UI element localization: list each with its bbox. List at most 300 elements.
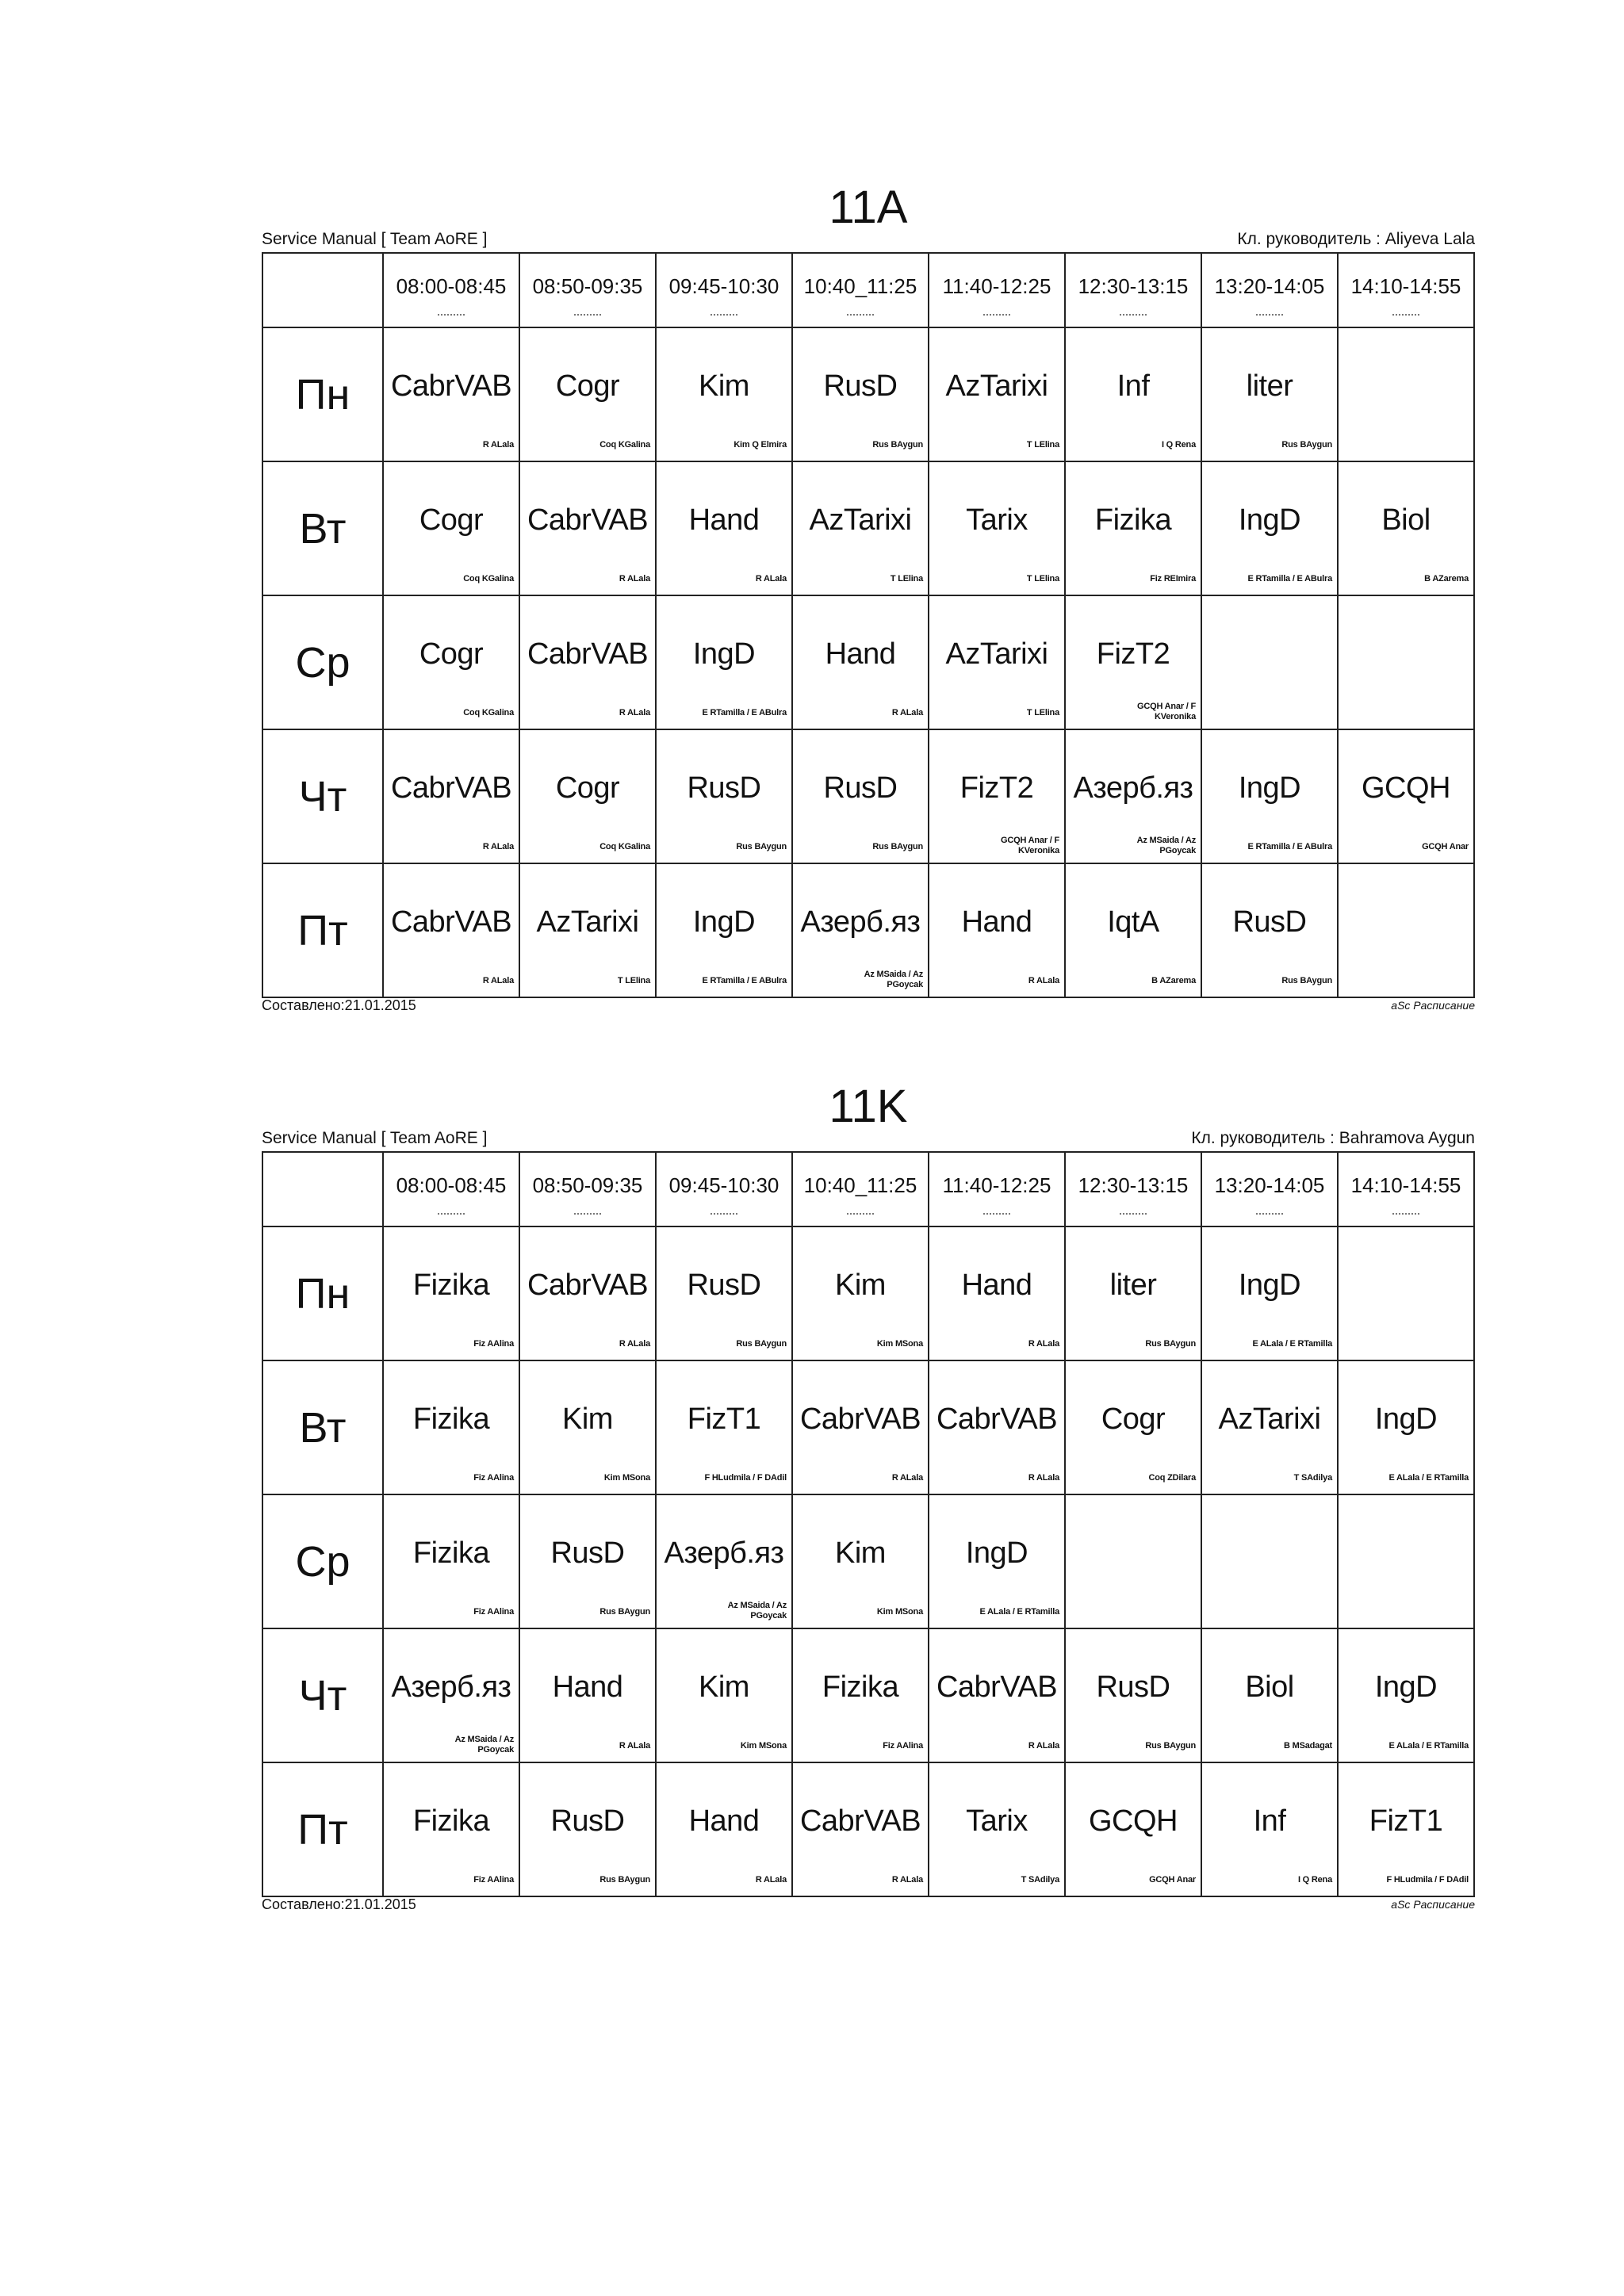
lesson-teacher: T LElina [1026,574,1059,584]
period-header [1201,1152,1338,1226]
lesson-subject: AzTarixi [945,637,1048,671]
lesson-subject: IngD [1238,1269,1301,1302]
period-header [929,1152,1065,1226]
lesson-teacher: Rus BAygun [872,842,923,851]
period-time: 08:00-08:45 [396,1173,507,1197]
lesson-cell [1338,729,1474,863]
lesson-cell [1065,461,1201,595]
period-header [792,1152,929,1226]
lesson-cell [1201,1762,1338,1896]
lesson-subject: AzTarixi [809,503,912,537]
lesson-subject: RusD [1232,905,1307,939]
day-label: Ср [262,1494,383,1628]
lesson-cell [519,461,656,595]
lesson-teacher: E RTamilla / E ABulra [702,976,787,985]
lesson-subject: CabrVAB [936,1670,1058,1704]
lesson-teacher: Fiz AAlina [473,1339,514,1349]
lesson-cell [1201,1494,1338,1628]
day-row [262,461,1474,595]
lesson-teacher: Az MSaida / Az PGoycak [727,1601,787,1621]
lesson-teacher: Kim MSona [876,1607,923,1617]
lesson-cell [792,461,929,595]
lesson-teacher: B AZarema [1424,574,1469,584]
day-row [262,1762,1474,1896]
day-row [262,327,1474,461]
lesson-cell [519,863,656,997]
lesson-teacher: R ALala [755,1875,787,1885]
day-row [262,595,1474,729]
lesson-teacher: Rus BAygun [599,1607,650,1617]
schedule-title: 11K [829,1081,908,1132]
lesson-cell [383,729,519,863]
lesson-subject: FizT1 [687,1402,761,1436]
header-left-text: Service Manual [ Team AoRE ] [262,1129,488,1147]
lesson-cell [383,1494,519,1628]
lesson-teacher: R ALala [482,842,514,851]
lesson-teacher: GCQH Anar [1149,1875,1196,1885]
lesson-subject: FizT2 [959,771,1034,805]
lesson-teacher: E RTamilla / E ABulra [1247,842,1332,851]
lesson-subject: AzTarixi [945,369,1048,403]
lesson-teacher: Rus BAygun [736,842,787,851]
lesson-cell [383,461,519,595]
lesson-subject: CabrVAB [527,637,649,671]
timetable-grid [262,1151,1475,1897]
period-header [792,253,929,327]
lesson-teacher: R ALala [1028,1741,1059,1751]
lesson-subject: Fizika [412,1269,490,1302]
period-time: 13:20-14:05 [1214,1173,1325,1197]
period-marker [710,314,737,316]
day-row [262,1226,1474,1360]
lesson-subject: Tarix [966,503,1028,537]
lesson-teacher: B AZarema [1151,976,1196,985]
corner-cell [262,253,383,327]
lesson-teacher: Rus BAygun [1281,976,1332,985]
lesson-teacher: Fiz REImira [1150,574,1196,584]
lesson-teacher: Coq KGalina [599,440,650,450]
lesson-subject: AzTarixi [1218,1402,1321,1436]
lesson-subject: Inf [1253,1804,1286,1838]
lesson-subject: CabrVAB [527,1269,649,1302]
lesson-subject: CabrVAB [527,503,649,537]
lesson-subject: GCQH [1362,771,1450,805]
lesson-cell [792,1226,929,1360]
period-time: 08:00-08:45 [396,274,507,298]
lesson-subject: IngD [692,637,756,671]
lesson-subject: RusD [823,369,898,403]
day-label: Пн [262,327,383,461]
lesson-cell [1338,1226,1474,1360]
lesson-subject: Азерб.яз [800,905,921,939]
generator-text: aSc Расписание [1391,999,1475,1012]
lesson-subject: Kim [699,1670,749,1704]
lesson-cell [519,1226,656,1360]
lesson-cell [792,1628,929,1762]
lesson-subject: RusD [550,1536,625,1570]
lesson-subject: RusD [1096,1670,1170,1704]
lesson-subject: CabrVAB [390,369,512,403]
lesson-cell [1065,1762,1201,1896]
lesson-subject: IngD [965,1536,1028,1570]
lesson-cell [929,461,1065,595]
lesson-subject: RusD [687,771,761,805]
lesson-cell [656,1226,792,1360]
lesson-teacher: Coq ZDilara [1148,1473,1196,1483]
lesson-teacher: Rus BAygun [1145,1741,1196,1751]
lesson-subject: Fizika [822,1670,899,1704]
lesson-cell [519,1628,656,1762]
period-marker [438,1213,465,1215]
lesson-subject: IqtA [1107,905,1159,939]
lesson-teacher: T LElina [1026,440,1059,450]
day-label: Ср [262,595,383,729]
lesson-cell [1201,461,1338,595]
corner-cell [262,1152,383,1226]
lesson-subject: RusD [823,771,898,805]
lesson-subject: Азерб.яз [391,1670,511,1704]
lesson-subject: Азерб.яз [664,1536,784,1570]
lesson-teacher: R ALala [891,708,923,718]
lesson-cell [929,595,1065,729]
compiled-date-text: Составлено:21.01.2015 [262,1896,416,1912]
lesson-teacher: R ALala [482,440,514,450]
period-header [1065,1152,1201,1226]
lesson-cell [656,1494,792,1628]
period-header [1338,253,1474,327]
lesson-teacher: T SAdilya [1021,1875,1059,1885]
lesson-cell [656,461,792,595]
lesson-cell [1201,1360,1338,1494]
lesson-cell [519,1360,656,1494]
lesson-teacher: Coq KGalina [599,842,650,851]
day-row [262,1628,1474,1762]
lesson-teacher: Coq KGalina [463,574,514,584]
period-time: 08:50-09:35 [532,274,643,298]
period-time: 08:50-09:35 [532,1173,643,1197]
lesson-subject: CabrVAB [799,1402,921,1436]
lesson-cell [929,1628,1065,1762]
period-header [519,253,656,327]
lesson-teacher: GCQH Anar / F KVeronika [1001,836,1059,855]
lesson-cell [929,1494,1065,1628]
lesson-subject: Inf [1116,369,1150,403]
lesson-subject: Cogr [1101,1402,1166,1436]
lesson-cell [656,729,792,863]
lesson-subject: Kim [835,1536,886,1570]
lesson-teacher: GCQH Anar / F KVeronika [1137,702,1196,721]
lesson-teacher: F HLudmila / F DAdil [704,1473,787,1483]
lesson-teacher: R ALala [755,574,787,584]
period-header [1338,1152,1474,1226]
lesson-teacher: Az MSaida / Az PGoycak [864,970,923,989]
period-marker [710,1213,737,1215]
timetable-grid [262,252,1475,998]
lesson-teacher: E ALala / E RTamilla [1388,1741,1469,1751]
lesson-subject: CabrVAB [936,1402,1058,1436]
lesson-cell [519,327,656,461]
lesson-teacher: T LElina [1026,708,1059,718]
lesson-cell [1065,327,1201,461]
day-row [262,863,1474,997]
period-marker [1256,1213,1283,1215]
period-header [656,253,792,327]
lesson-teacher: R ALala [1028,976,1059,985]
period-marker [1120,1213,1147,1215]
lesson-subject: GCQH [1089,1804,1178,1838]
lesson-cell [383,1226,519,1360]
lesson-teacher: Kim MSona [603,1473,650,1483]
lesson-teacher: Fiz AAlina [883,1741,923,1751]
schedule-11a [262,181,1475,1021]
lesson-cell [792,863,929,997]
lesson-subject: Cogr [555,771,620,805]
lesson-teacher: I Q Rena [1297,1875,1332,1885]
lesson-subject: Kim [835,1269,886,1302]
period-header [519,1152,656,1226]
lesson-teacher: Kim Q Elmira [733,440,787,450]
lesson-subject: CabrVAB [390,771,512,805]
lesson-subject: CabrVAB [799,1804,921,1838]
lesson-teacher: E RTamilla / E ABulra [702,708,787,718]
lesson-teacher: F HLudmila / F DAdil [1386,1875,1469,1885]
lesson-teacher: B MSadagat [1284,1741,1332,1751]
period-header [656,1152,792,1226]
lesson-cell [519,729,656,863]
lesson-subject: Cogr [555,369,620,403]
lesson-teacher: Rus BAygun [1281,440,1332,450]
lesson-subject: AzTarixi [536,905,639,939]
lesson-teacher: R ALala [482,976,514,985]
day-row [262,1360,1474,1494]
period-marker [574,1213,601,1215]
lesson-subject: Biol [1245,1670,1294,1704]
lesson-subject: IngD [1374,1402,1438,1436]
lesson-cell [1065,1628,1201,1762]
lesson-cell [519,1762,656,1896]
lesson-teacher: R ALala [619,708,650,718]
period-marker [1392,314,1419,316]
lesson-teacher: R ALala [619,574,650,584]
lesson-teacher: T LElina [617,976,650,985]
lesson-cell [519,1494,656,1628]
lesson-subject: IngD [1238,503,1301,537]
lesson-teacher: T SAdilya [1293,1473,1332,1483]
day-label: Вт [262,1360,383,1494]
day-label: Чт [262,1628,383,1762]
period-marker [1392,1213,1419,1215]
period-header [1065,253,1201,327]
lesson-cell [383,863,519,997]
lesson-cell [1201,595,1338,729]
lesson-teacher: R ALala [891,1473,923,1483]
period-time: 09:45-10:30 [668,274,779,298]
period-header [383,253,519,327]
lesson-cell [929,729,1065,863]
lesson-teacher: E ALala / E RTamilla [1252,1339,1332,1349]
lesson-cell [929,863,1065,997]
lesson-teacher: R ALala [1028,1473,1059,1483]
lesson-cell [1065,1360,1201,1494]
period-marker [1256,314,1283,316]
lesson-subject: Fizika [412,1402,490,1436]
lesson-subject: liter [1109,1269,1157,1302]
lesson-cell [1065,729,1201,863]
lesson-teacher: Fiz AAlina [473,1607,514,1617]
day-label: Пт [262,1762,383,1896]
lesson-teacher: E RTamilla / E ABulra [1247,574,1332,584]
lesson-cell [929,327,1065,461]
day-label: Вт [262,461,383,595]
lesson-cell [383,1360,519,1494]
lesson-subject: Hand [961,905,1032,939]
period-marker [847,1213,874,1215]
lesson-teacher: R ALala [619,1741,650,1751]
lesson-subject: Cogr [419,637,484,671]
lesson-cell [792,1360,929,1494]
day-row [262,729,1474,863]
lesson-cell [656,1360,792,1494]
lesson-subject: Hand [688,503,760,537]
lesson-subject: CabrVAB [390,905,512,939]
lesson-subject: IngD [692,905,756,939]
schedule-11k [262,1080,1475,1920]
lesson-cell [1338,327,1474,461]
lesson-subject: Cogr [419,503,484,537]
lesson-teacher: T LElina [890,574,923,584]
day-label: Чт [262,729,383,863]
lesson-subject: Hand [552,1670,623,1704]
lesson-cell [929,1360,1065,1494]
lesson-teacher: Az MSaida / Az PGoycak [454,1735,514,1755]
period-time: 13:20-14:05 [1214,274,1325,298]
lesson-teacher: Rus BAygun [599,1875,650,1885]
lesson-cell [1065,595,1201,729]
lesson-cell [1338,1494,1474,1628]
period-marker [438,314,465,316]
lesson-cell [792,1494,929,1628]
lesson-subject: Hand [688,1804,760,1838]
lesson-cell [656,863,792,997]
period-marker [574,314,601,316]
lesson-cell [1338,595,1474,729]
period-marker [983,1213,1010,1215]
lesson-cell [656,1628,792,1762]
lesson-teacher: R ALala [891,1875,923,1885]
period-time: 12:30-13:15 [1078,1173,1189,1197]
lesson-subject: Fizika [412,1536,490,1570]
period-time: 09:45-10:30 [668,1173,779,1197]
lesson-cell [656,595,792,729]
day-label: Пн [262,1226,383,1360]
lesson-subject: FizT1 [1369,1804,1443,1838]
day-label: Пт [262,863,383,997]
lesson-subject: RusD [687,1269,761,1302]
lesson-cell [383,1762,519,1896]
lesson-cell [929,1226,1065,1360]
lesson-cell [1338,863,1474,997]
period-time: 10:40_11:25 [803,274,917,298]
lesson-teacher: I Q Rena [1161,440,1196,450]
lesson-cell [1338,1360,1474,1494]
day-row [262,1494,1474,1628]
lesson-cell [792,595,929,729]
generator-text: aSc Расписание [1391,1898,1475,1911]
lesson-subject: IngD [1374,1670,1438,1704]
class-teacher-text: Кл. руководитель : Aliyeva Lala [1237,230,1475,248]
lesson-subject: Tarix [966,1804,1028,1838]
lesson-cell [1201,1628,1338,1762]
lesson-cell [1338,1762,1474,1896]
lesson-cell [792,1762,929,1896]
header-left-text: Service Manual [ Team AoRE ] [262,230,488,248]
period-time: 10:40_11:25 [803,1173,917,1197]
period-time: 14:10-14:55 [1350,1173,1461,1197]
lesson-cell [792,729,929,863]
lesson-cell [1065,1226,1201,1360]
lesson-cell [1065,863,1201,997]
period-marker [1120,314,1147,316]
lesson-teacher: Rus BAygun [1145,1339,1196,1349]
lesson-teacher: Fiz AAlina [473,1875,514,1885]
period-marker [847,314,874,316]
lesson-subject: Fizika [1094,503,1172,537]
lesson-teacher: Coq KGalina [463,708,514,718]
lesson-teacher: Rus BAygun [872,440,923,450]
lesson-cell [929,1762,1065,1896]
period-time: 11:40-12:25 [942,274,1051,298]
lesson-teacher: Kim MSona [876,1339,923,1349]
lesson-subject: Kim [699,369,749,403]
lesson-cell [1201,863,1338,997]
lesson-cell [519,595,656,729]
period-time: 11:40-12:25 [942,1173,1051,1197]
lesson-cell [792,327,929,461]
period-header [1201,253,1338,327]
lesson-subject: Kim [562,1402,613,1436]
lesson-cell [656,327,792,461]
lesson-cell [1065,1494,1201,1628]
lesson-subject: Biol [1381,503,1431,537]
lesson-cell [1338,461,1474,595]
lesson-teacher: R ALala [1028,1339,1059,1349]
lesson-teacher: R ALala [619,1339,650,1349]
lesson-subject: Hand [961,1269,1032,1302]
lesson-teacher: Kim MSona [740,1741,787,1751]
lesson-subject: FizT2 [1096,637,1170,671]
period-time: 14:10-14:55 [1350,274,1461,298]
lesson-cell [656,1762,792,1896]
lesson-subject: liter [1246,369,1293,403]
lesson-cell [383,327,519,461]
lesson-teacher: E ALala / E RTamilla [1388,1473,1469,1483]
lesson-cell [1201,327,1338,461]
lesson-subject: Fizika [412,1804,490,1838]
compiled-date-text: Составлено:21.01.2015 [262,997,416,1013]
lesson-teacher: Fiz AAlina [473,1473,514,1483]
period-header [929,253,1065,327]
lesson-teacher: E ALala / E RTamilla [979,1607,1059,1617]
lesson-cell [1338,1628,1474,1762]
lesson-subject: Азерб.яз [1073,771,1193,805]
lesson-teacher: Az MSaida / Az PGoycak [1136,836,1196,855]
lesson-teacher: Rus BAygun [736,1339,787,1349]
class-teacher-text: Кл. руководитель : Bahramova Aygun [1191,1129,1475,1147]
period-marker [983,314,1010,316]
lesson-cell [383,595,519,729]
lesson-cell [1201,1226,1338,1360]
lesson-subject: Hand [825,637,896,671]
